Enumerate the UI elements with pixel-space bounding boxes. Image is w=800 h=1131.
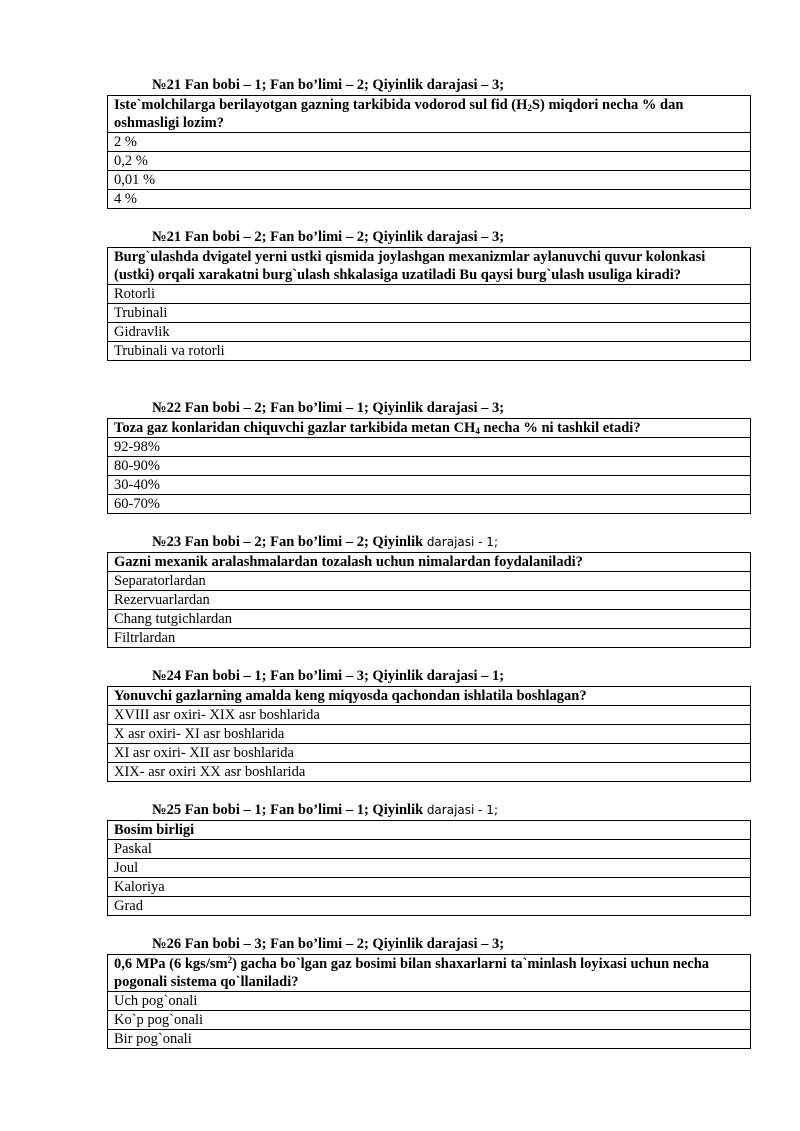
answer-option: 0,2 % [108,152,751,171]
answer-option: 4 % [108,190,751,209]
question-table [107,95,751,209]
question-block [107,229,751,361]
answer-option: Joul [108,859,751,878]
answer-option: Trubinali [108,304,751,323]
question-heading: №25 Fan bobi – 1; Fan bo’limi – 1; Qiyinlik darajasi - 1; [152,802,498,818]
answer-option: 0,01 % [108,171,751,190]
question-block [107,77,751,209]
question-table [107,954,751,1049]
question-heading: №21 Fan bobi – 2; Fan bo’limi – 2; Qiyinlik darajasi – 3; [152,229,505,245]
answer-option: Gidravlik [108,323,751,342]
question-table [107,418,751,514]
question-text: Toza gaz konlaridan chiquvchi gazlar tarkibida metan $CH_4$ necha % ni tashkil etadi? [108,419,751,438]
question-heading: №24 Fan bobi – 1; Fan bo’limi – 3; Qiyinlik darajasi – 1; [152,668,505,684]
answer-option: 60-70% [108,495,751,514]
question-text: 0,6 MPa (6 kgs/$sm^2$) gacha bo`lgan gaz bosimi bilan shaxarlarni ta`minlash loyixasi uchun necha pogonali sistema qo`llaniladi? [108,955,751,992]
answer-option: 80-90% [108,457,751,476]
question-text: Gazni mexanik aralashmalardan tozalash uchun nimalardan foydalaniladi? [108,553,751,572]
answer-option: Kaloriya [108,878,751,897]
answer-option: Paskal [108,840,751,859]
question-heading: №26 Fan bobi – 3; Fan bo’limi – 2; Qiyinlik darajasi – 3; [152,936,505,952]
question-text: Bosim birligi [108,821,751,840]
answer-option: Trubinali va rotorli [108,342,751,361]
question-block [107,802,751,916]
answer-option: Uch pog`onali [108,992,751,1011]
answer-option: XIX- asr oxiri XX asr boshlarida [108,763,751,782]
question-block [107,668,751,782]
question-block [107,936,751,1049]
answer-option: Chang tutgichlardan [108,610,751,629]
question-block [107,534,751,648]
answer-option: XI asr oxiri- XII asr boshlarida [108,744,751,763]
question-text: Yonuvchi gazlarning amalda keng miqyosda qachondan ishlatila boshlagan? [108,687,751,706]
question-block [107,400,751,514]
question-text: Burg`ulashda dvigatel yerni ustki qismida joylashgan mexanizmlar aylanuvchi quvur kolonkasi (ustki) orqali xarakatni burg`ulash shkalasiga uzatiladi Bu qaysi burg`ulash usuliga kiradi? [108,248,751,285]
answer-option: Rotorli [108,285,751,304]
answer-option: Separatorlardan [108,572,751,591]
question-table [107,820,751,916]
answer-option: X asr oxiri- XI asr boshlarida [108,725,751,744]
question-heading: №21 Fan bobi – 1; Fan bo’limi – 2; Qiyinlik darajasi – 3; [152,77,505,93]
answer-option: 92-98% [108,438,751,457]
answer-option: Filtrlardan [108,629,751,648]
question-table [107,247,751,361]
question-table [107,552,751,648]
answer-option: Bir pog`onali [108,1030,751,1049]
answer-option: Grad [108,897,751,916]
question-heading: №22 Fan bobi – 2; Fan bo’limi – 1; Qiyinlik darajasi – 3; [152,400,505,416]
answer-option: 30-40% [108,476,751,495]
answer-option: XVIII asr oxiri- XIX asr boshlarida [108,706,751,725]
question-heading: №23 Fan bobi – 2; Fan bo’limi – 2; Qiyinlik darajasi - 1; [152,534,498,550]
question-table [107,686,751,782]
answer-option: 2 % [108,133,751,152]
answer-option: Ko`p pog`onali [108,1011,751,1030]
question-text: Iste`molchilarga berilayotgan gazning tarkibida vodorod sul fid $(H_2S)$ miqdori necha % dan oshmasligi lozim? [108,96,751,133]
answer-option: Rezervuarlardan [108,591,751,610]
